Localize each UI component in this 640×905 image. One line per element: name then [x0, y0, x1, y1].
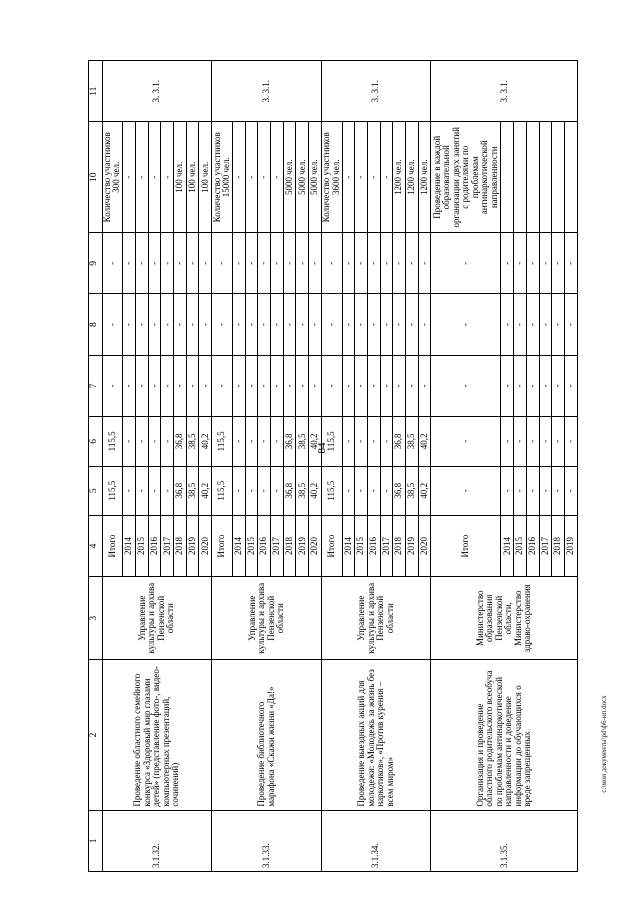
value-col7: -	[161, 355, 174, 416]
value-col7: -	[321, 355, 342, 416]
value-col5: 40,2	[418, 466, 431, 515]
value-col6: -	[245, 417, 258, 466]
value-col8: -	[258, 294, 271, 355]
value-col6: 40,2	[309, 417, 322, 466]
value-col6: -	[367, 417, 380, 466]
value-col6: -	[355, 417, 368, 466]
item-indicator: Проведение в каждой образовательной организации двух занятий с родителями по проблемам антинаркотической направленности	[431, 122, 501, 233]
item-number: 3.1.35.	[431, 810, 578, 871]
year-cell: 2020	[309, 515, 322, 576]
value-col8: -	[526, 294, 539, 355]
value-col5: 36,8	[283, 466, 296, 515]
value-col6: -	[526, 417, 539, 466]
value-col7: -	[355, 355, 368, 416]
indicator-value	[514, 122, 527, 233]
value-col7: -	[367, 355, 380, 416]
year-cell: 2014	[232, 515, 245, 576]
value-col6: -	[135, 417, 148, 466]
value-col5: -	[148, 466, 161, 515]
value-col7: -	[296, 355, 309, 416]
value-col9: -	[212, 233, 233, 294]
value-col6: -	[431, 417, 501, 466]
value-col8: -	[245, 294, 258, 355]
year-cell: 2015	[135, 515, 148, 576]
indicator-value	[539, 122, 552, 233]
value-col6: 38,5	[296, 417, 309, 466]
value-col6: 36,8	[393, 417, 406, 466]
value-col8: -	[123, 294, 136, 355]
value-col7: -	[148, 355, 161, 416]
value-col9: -	[367, 233, 380, 294]
item-indicator: Количество участников 15000 чел.	[212, 122, 233, 233]
value-col5: -	[526, 466, 539, 515]
year-cell: 2019	[296, 515, 309, 576]
value-col8: -	[501, 294, 514, 355]
indicator-value: -	[148, 122, 161, 233]
value-col7: -	[245, 355, 258, 416]
value-col5: -	[123, 466, 136, 515]
value-col6: 40,2	[199, 417, 212, 466]
column-number: 6	[89, 417, 103, 466]
program-table	[88, 60, 578, 872]
column-number: 7	[89, 355, 103, 416]
value-col6: 36,8	[174, 417, 187, 466]
column-number: 1	[89, 810, 103, 871]
value-col6: -	[564, 417, 577, 466]
value-col9: -	[514, 233, 527, 294]
value-col9: -	[380, 233, 393, 294]
year-cell: 2018	[393, 515, 406, 576]
value-col9: -	[245, 233, 258, 294]
table-row	[321, 61, 342, 872]
value-col9: -	[342, 233, 355, 294]
value-col6: -	[514, 417, 527, 466]
item-title: Проведение областного семейного конкурса «Здоровый мир глазами детей» (представление фото-, видео-компьютерных презентаций, сочинений)	[102, 660, 212, 810]
value-col5: 40,2	[199, 466, 212, 515]
indicator-value: -	[232, 122, 245, 233]
value-col7: -	[174, 355, 187, 416]
indicator-value: 5000 чел.	[296, 122, 309, 233]
value-col5: -	[539, 466, 552, 515]
value-col7: -	[514, 355, 527, 416]
value-col9: -	[406, 233, 419, 294]
value-col8: -	[367, 294, 380, 355]
value-col8: -	[342, 294, 355, 355]
value-col7: -	[380, 355, 393, 416]
value-col7: -	[186, 355, 199, 416]
value-col6: -	[161, 417, 174, 466]
value-col6: -	[271, 417, 284, 466]
value-col9: -	[271, 233, 284, 294]
value-col8: -	[135, 294, 148, 355]
value-col9: -	[501, 233, 514, 294]
item-indicator: Количество участников 300 чел.	[102, 122, 123, 233]
indicator-value: -	[342, 122, 355, 233]
value-col5: -	[380, 466, 393, 515]
value-col9: -	[186, 233, 199, 294]
value-col7: -	[342, 355, 355, 416]
indicator-value: -	[123, 122, 136, 233]
value-col9: -	[355, 233, 368, 294]
value-col7: -	[309, 355, 322, 416]
year-cell: 2017	[539, 515, 552, 576]
table-row	[431, 61, 501, 872]
value-col7: -	[212, 355, 233, 416]
year-cell: 2016	[526, 515, 539, 576]
value-col5: 115,5	[212, 466, 233, 515]
item-ref: 3. 3.1.	[212, 61, 322, 122]
value-col6: 38,5	[186, 417, 199, 466]
year-cell: 2014	[342, 515, 355, 576]
value-col8: -	[199, 294, 212, 355]
value-col7: -	[102, 355, 123, 416]
year-cell: 2015	[514, 515, 527, 576]
value-col5: -	[342, 466, 355, 515]
value-col7: -	[393, 355, 406, 416]
value-col5: -	[564, 466, 577, 515]
value-col8: -	[418, 294, 431, 355]
indicator-value: -	[380, 122, 393, 233]
value-col9: -	[135, 233, 148, 294]
value-col8: -	[355, 294, 368, 355]
item-title: Проведение выездных акций для молодежи: «Молодежь за жизнь без наркотиков», «Против курения – всем миром»	[321, 660, 431, 810]
year-cell: 2016	[258, 515, 271, 576]
value-col7: -	[552, 355, 565, 416]
year-cell: 2018	[283, 515, 296, 576]
year-cell: 2016	[367, 515, 380, 576]
year-cell: 2015	[245, 515, 258, 576]
page-number: 84	[316, 442, 328, 454]
item-title: Организация и проведение областного родительского всеобуча по проблемам антинаркотической направленности и доведение информации до обучающихся о вреде запрещенных	[431, 660, 578, 810]
value-col9: -	[321, 233, 342, 294]
indicator-value	[526, 122, 539, 233]
item-executor: Министерство образования Пензенской области, Министерство здраво-охранения	[431, 577, 578, 660]
value-col7: -	[539, 355, 552, 416]
footer-path: c:\мои документы\pd\ф6-ип.docx	[600, 695, 608, 793]
value-col6: 38,5	[406, 417, 419, 466]
value-col8: -	[186, 294, 199, 355]
value-col8: -	[539, 294, 552, 355]
value-col8: -	[552, 294, 565, 355]
value-col7: -	[232, 355, 245, 416]
value-col9: -	[296, 233, 309, 294]
indicator-value: 100 чел.	[186, 122, 199, 233]
value-col9: -	[539, 233, 552, 294]
item-executor: Управление культуры и архива Пензенской области	[212, 577, 322, 660]
value-col7: -	[418, 355, 431, 416]
year-cell: 2017	[380, 515, 393, 576]
value-col9: -	[526, 233, 539, 294]
value-col8: -	[283, 294, 296, 355]
column-number: 3	[89, 577, 103, 660]
year-cell: 2019	[406, 515, 419, 576]
value-col9: -	[393, 233, 406, 294]
value-col6: -	[123, 417, 136, 466]
value-col5: 38,5	[296, 466, 309, 515]
indicator-value: 100 чел.	[199, 122, 212, 233]
value-col6: -	[380, 417, 393, 466]
value-col8: -	[321, 294, 342, 355]
table-row	[102, 61, 123, 872]
year-cell: 2017	[161, 515, 174, 576]
value-col8: -	[271, 294, 284, 355]
value-col9: -	[199, 233, 212, 294]
value-col5: -	[232, 466, 245, 515]
item-executor: Управление культуры и архива Пензенской области	[102, 577, 212, 660]
value-col7: -	[199, 355, 212, 416]
indicator-value	[552, 122, 565, 233]
item-ref: 3. 3.1.	[321, 61, 431, 122]
year-cell: 2015	[355, 515, 368, 576]
value-col8: -	[309, 294, 322, 355]
value-col8: -	[148, 294, 161, 355]
year-cell: 2019	[564, 515, 577, 576]
value-col9: -	[309, 233, 322, 294]
indicator-value: -	[355, 122, 368, 233]
value-col6: -	[501, 417, 514, 466]
value-col5: 40,2	[309, 466, 322, 515]
year-cell: Итого	[212, 515, 233, 576]
value-col8: -	[161, 294, 174, 355]
value-col6: -	[342, 417, 355, 466]
value-col8: -	[431, 294, 501, 355]
value-col9: -	[431, 233, 501, 294]
indicator-value: 1200 чел.	[393, 122, 406, 233]
indicator-value: 5000 чел.	[283, 122, 296, 233]
year-cell: 2019	[186, 515, 199, 576]
value-col6: 40,2	[418, 417, 431, 466]
column-number: 9	[89, 233, 103, 294]
value-col8: -	[296, 294, 309, 355]
year-cell: 2018	[552, 515, 565, 576]
year-cell: 2018	[174, 515, 187, 576]
value-col5: 36,8	[174, 466, 187, 515]
value-col5: -	[258, 466, 271, 515]
indicator-value: 1200 чел.	[418, 122, 431, 233]
value-col8: -	[174, 294, 187, 355]
item-number: 3.1.34.	[321, 810, 431, 871]
value-col6: 115,5	[102, 417, 123, 466]
value-col9: -	[418, 233, 431, 294]
item-indicator: Количество участников 3600 чел.	[321, 122, 342, 233]
year-cell: 2017	[271, 515, 284, 576]
year-cell: Итого	[321, 515, 342, 576]
value-col6: -	[148, 417, 161, 466]
indicator-value: 5000 чел.	[309, 122, 322, 233]
indicator-value: -	[271, 122, 284, 233]
indicator-value: -	[258, 122, 271, 233]
year-cell: 2014	[123, 515, 136, 576]
item-title: Проведение библиотечного марафона «Скажи жизни «Да!»	[212, 660, 322, 810]
indicator-value: 1200 чел.	[406, 122, 419, 233]
item-number: 3.1.33.	[212, 810, 322, 871]
value-col9: -	[283, 233, 296, 294]
value-col8: -	[380, 294, 393, 355]
indicator-value: -	[135, 122, 148, 233]
value-col5: 38,5	[186, 466, 199, 515]
value-col6: -	[552, 417, 565, 466]
indicator-value: -	[245, 122, 258, 233]
year-cell: 2014	[501, 515, 514, 576]
value-col9: -	[564, 233, 577, 294]
value-col9: -	[123, 233, 136, 294]
value-col5: -	[135, 466, 148, 515]
year-cell: Итого	[102, 515, 123, 576]
value-col5: -	[431, 466, 501, 515]
column-number: 8	[89, 294, 103, 355]
value-col5: -	[271, 466, 284, 515]
value-col8: -	[406, 294, 419, 355]
value-col8: -	[564, 294, 577, 355]
value-col9: -	[232, 233, 245, 294]
indicator-value: -	[367, 122, 380, 233]
indicator-value: -	[161, 122, 174, 233]
value-col5: -	[161, 466, 174, 515]
column-number: 4	[89, 515, 103, 576]
item-executor: Управление культуры и архива Пензенской области	[321, 577, 431, 660]
column-number: 11	[89, 61, 103, 122]
value-col9: -	[552, 233, 565, 294]
value-col5: -	[245, 466, 258, 515]
year-cell: 2020	[418, 515, 431, 576]
year-cell: 2016	[148, 515, 161, 576]
value-col9: -	[258, 233, 271, 294]
value-col9: -	[148, 233, 161, 294]
value-col5: 38,5	[406, 466, 419, 515]
item-number: 3.1.32.	[102, 810, 212, 871]
value-col7: -	[406, 355, 419, 416]
item-ref: 3. 3.1.	[102, 61, 212, 122]
value-col5: -	[552, 466, 565, 515]
value-col7: -	[283, 355, 296, 416]
value-col7: -	[123, 355, 136, 416]
value-col5: -	[501, 466, 514, 515]
value-col5: -	[514, 466, 527, 515]
header-row	[89, 61, 103, 872]
column-number: 5	[89, 466, 103, 515]
value-col5: 36,8	[393, 466, 406, 515]
value-col7: -	[258, 355, 271, 416]
value-col8: -	[102, 294, 123, 355]
value-col9: -	[174, 233, 187, 294]
value-col6: 36,8	[283, 417, 296, 466]
column-number: 2	[89, 660, 103, 810]
table-row	[212, 61, 233, 872]
value-col5: -	[367, 466, 380, 515]
value-col5: 115,5	[321, 466, 342, 515]
value-col7: -	[564, 355, 577, 416]
indicator-value: 100 чел.	[174, 122, 187, 233]
indicator-value	[501, 122, 514, 233]
item-ref: 3. 3.1.	[431, 61, 578, 122]
year-cell: 2020	[199, 515, 212, 576]
column-number: 10	[89, 122, 103, 233]
rotated-table-page	[88, 60, 578, 872]
year-cell: Итого	[431, 515, 501, 576]
value-col8: -	[514, 294, 527, 355]
value-col7: -	[501, 355, 514, 416]
value-col9: -	[102, 233, 123, 294]
value-col9: -	[161, 233, 174, 294]
value-col6: -	[232, 417, 245, 466]
value-col7: -	[135, 355, 148, 416]
value-col8: -	[393, 294, 406, 355]
value-col6: -	[258, 417, 271, 466]
value-col7: -	[431, 355, 501, 416]
value-col8: -	[212, 294, 233, 355]
value-col6: 115,5	[212, 417, 233, 466]
value-col7: -	[271, 355, 284, 416]
value-col5: 115,5	[102, 466, 123, 515]
value-col8: -	[232, 294, 245, 355]
value-col6: -	[539, 417, 552, 466]
value-col5: -	[355, 466, 368, 515]
value-col6: 115,5	[321, 417, 342, 466]
indicator-value	[564, 122, 577, 233]
value-col7: -	[526, 355, 539, 416]
